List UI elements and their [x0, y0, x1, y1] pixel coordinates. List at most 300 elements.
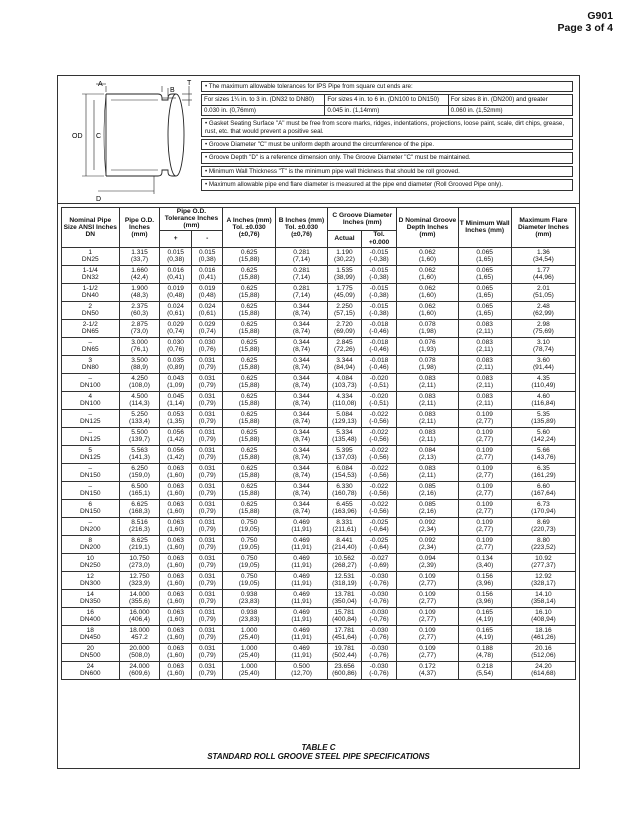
table-row	[62, 373, 576, 391]
cell-c-tol: -0.020 (-0,51)	[361, 373, 397, 391]
table-caption-title: STANDARD ROLL GROOVE STEEL PIPE SPECIFICATIONS	[207, 752, 430, 761]
cell-tol-plus: 0.045 (1,14)	[160, 391, 192, 409]
spec-table	[61, 207, 576, 680]
notes-panel	[201, 81, 573, 193]
tolerance-grid	[201, 94, 573, 116]
cell-c-actual: 15.781 (400,84)	[328, 607, 361, 625]
cell-c-tol: -0.022 (-0,56)	[361, 427, 397, 445]
cell-tol-minus: 0.024 (0,61)	[191, 301, 223, 319]
cell-tol-minus: 0.031 (0,79)	[191, 607, 223, 625]
cell-b: 0.344 (8,74)	[275, 373, 327, 391]
cell-c-actual: 6.330 (160,78)	[328, 481, 361, 499]
cell-nominal: 2-1/2 DN65	[62, 319, 120, 337]
cell-flare: 18.16 (461,26)	[511, 625, 575, 643]
cell-tol-minus: 0.031 (0,79)	[191, 589, 223, 607]
cell-b: 0.344 (8,74)	[275, 337, 327, 355]
cell-flare: 8.69 (220,73)	[511, 517, 575, 535]
cell-flare: 6.73 (170,94)	[511, 499, 575, 517]
cell-c-actual: 3.344 (84,94)	[328, 355, 361, 373]
header-t: T Minimum Wall Inches (mm)	[458, 208, 511, 248]
cell-tol-plus: 0.063 (1,60)	[160, 589, 192, 607]
cell-tol-minus: 0.016 (0,41)	[191, 265, 223, 283]
cell-t: 0.165 (4,19)	[458, 607, 511, 625]
cell-c-tol: -0.025 (-0,64)	[361, 517, 397, 535]
cell-tol-plus: 0.063 (1,60)	[160, 535, 192, 553]
cell-tol-plus: 0.053 (1,35)	[160, 409, 192, 427]
cell-od: 6.625 (168,3)	[119, 499, 160, 517]
cell-flare: 1.36 (34,54)	[511, 247, 575, 265]
cell-flare: 2.48 (62,99)	[511, 301, 575, 319]
cell-c-tol: -0.022 (-0,56)	[361, 445, 397, 463]
table-row	[62, 427, 576, 445]
cell-b: 0.281 (7,14)	[275, 265, 327, 283]
cell-c-tol: -0.027 (-0,69)	[361, 553, 397, 571]
cell-c-actual: 5.395 (137,03)	[328, 445, 361, 463]
header-max-flare: Maximum Flare Diameter Inches (mm)	[511, 208, 575, 248]
cell-d: 0.078 (1,98)	[397, 355, 458, 373]
cell-a: 0.750 (19,05)	[223, 571, 275, 589]
cell-b: 0.469 (11,91)	[275, 517, 327, 535]
cell-flare: 20.16 (512,06)	[511, 643, 575, 661]
cell-tol-plus: 0.016 (0,41)	[160, 265, 192, 283]
cell-t: 0.065 (1,65)	[458, 301, 511, 319]
cell-nominal: – DN100	[62, 373, 120, 391]
cell-d: 0.083 (2,11)	[397, 391, 458, 409]
cell-b: 0.469 (11,91)	[275, 625, 327, 643]
cell-t: 0.109 (2,77)	[458, 445, 511, 463]
cell-tol-minus: 0.031 (0,79)	[191, 391, 223, 409]
cell-od: 1.315 (33,7)	[119, 247, 160, 265]
table-row	[62, 391, 576, 409]
cell-d: 0.092 (2,34)	[397, 535, 458, 553]
note-gasket-surface: • Gasket Seating Surface "A" must be free from score marks, ridges, indentations, projections, loose paint, scale, dirt chips, grease, rust, etc. that would prevent a positive seal.	[201, 118, 573, 137]
cell-od: 12.750 (323,9)	[119, 571, 160, 589]
table-caption-label: TABLE C	[301, 743, 336, 752]
cell-tol-plus: 0.063 (1,60)	[160, 661, 192, 679]
cell-c-tol: -0.022 (-0,56)	[361, 499, 397, 517]
cell-tol-plus: 0.035 (0,89)	[160, 355, 192, 373]
cell-nominal: 10 DN250	[62, 553, 120, 571]
cell-flare: 4.60 (116,84)	[511, 391, 575, 409]
cell-d: 0.109 (2,77)	[397, 643, 458, 661]
table-row	[62, 571, 576, 589]
tolerance-heading-large: For sizes 8 in. (DN200) and greater	[449, 95, 572, 105]
table-row	[62, 337, 576, 355]
cell-tol-minus: 0.031 (0,79)	[191, 409, 223, 427]
cell-flare: 5.35 (135,89)	[511, 409, 575, 427]
header-c-tol: Tol. +0.000	[361, 230, 397, 247]
cell-tol-minus: 0.031 (0,79)	[191, 445, 223, 463]
cell-a: 1.000 (25,40)	[223, 625, 275, 643]
cell-t: 0.156 (3,96)	[458, 589, 511, 607]
cell-d: 0.083 (2,11)	[397, 463, 458, 481]
cell-t: 0.109 (2,77)	[458, 463, 511, 481]
cell-c-actual: 1.535 (38,99)	[328, 265, 361, 283]
cell-c-actual: 17.781 (451,64)	[328, 625, 361, 643]
cell-c-actual: 10.562 (268,27)	[328, 553, 361, 571]
cell-d: 0.109 (2,77)	[397, 607, 458, 625]
cell-d: 0.062 (1,60)	[397, 247, 458, 265]
spec-table-body	[62, 247, 576, 679]
cell-b: 0.344 (8,74)	[275, 409, 327, 427]
cell-c-tol: -0.022 (-0,56)	[361, 409, 397, 427]
cell-b: 0.469 (11,91)	[275, 571, 327, 589]
cell-flare: 16.10 (408,94)	[511, 607, 575, 625]
cell-tol-minus: 0.031 (0,79)	[191, 463, 223, 481]
cell-a: 0.625 (15,88)	[223, 499, 275, 517]
cell-t: 0.218 (5,54)	[458, 661, 511, 679]
cell-tol-minus: 0.031 (0,79)	[191, 571, 223, 589]
table-row	[62, 301, 576, 319]
cell-tol-minus: 0.031 (0,79)	[191, 427, 223, 445]
tolerance-heading-small: For sizes 1¼ in. to 3 in. (DN32 to DN80)	[202, 95, 325, 105]
cell-flare: 6.35 (161,29)	[511, 463, 575, 481]
cell-od: 3.500 (88,9)	[119, 355, 160, 373]
cell-c-tol: -0.030 (-0,76)	[361, 661, 397, 679]
cell-flare: 24.20 (614,68)	[511, 661, 575, 679]
cell-tol-plus: 0.056 (1,42)	[160, 427, 192, 445]
cell-flare: 3.60 (91,44)	[511, 355, 575, 373]
spec-frame	[57, 75, 580, 769]
cell-c-tol: -0.015 (-0,38)	[361, 265, 397, 283]
cell-od: 6.500 (165,1)	[119, 481, 160, 499]
table-row	[62, 661, 576, 679]
pipe-groove-diagram	[58, 76, 198, 203]
cell-od: 5.500 (139,7)	[119, 427, 160, 445]
cell-a: 1.000 (25,40)	[223, 661, 275, 679]
cell-d: 0.083 (2,11)	[397, 409, 458, 427]
cell-d: 0.109 (2,77)	[397, 625, 458, 643]
cell-tol-minus: 0.031 (0,79)	[191, 535, 223, 553]
cell-c-actual: 19.781 (502,44)	[328, 643, 361, 661]
cell-c-actual: 4.334 (110,08)	[328, 391, 361, 409]
header-pipe-od: Pipe O.D. Inches (mm)	[119, 208, 160, 248]
cell-d: 0.083 (2,11)	[397, 427, 458, 445]
cell-tol-minus: 0.031 (0,79)	[191, 481, 223, 499]
tolerance-heading-medium: For sizes 4 in. to 6 in. (DN100 to DN150)	[325, 95, 448, 105]
cell-flare: 5.60 (142,24)	[511, 427, 575, 445]
cell-b: 0.344 (8,74)	[275, 463, 327, 481]
cell-t: 0.134 (3,40)	[458, 553, 511, 571]
cell-tol-plus: 0.063 (1,60)	[160, 571, 192, 589]
dim-t-label: T	[187, 80, 192, 87]
cell-c-tol: -0.018 (-0,46)	[361, 337, 397, 355]
cell-d: 0.085 (2,16)	[397, 499, 458, 517]
cell-t: 0.065 (1,65)	[458, 247, 511, 265]
cell-b: 0.344 (8,74)	[275, 427, 327, 445]
table-row	[62, 283, 576, 301]
cell-c-actual: 1.190 (30,22)	[328, 247, 361, 265]
cell-nominal: 1 DN25	[62, 247, 120, 265]
diagram-notes-section	[58, 76, 579, 204]
cell-od: 4.250 (108,0)	[119, 373, 160, 391]
cell-a: 0.625 (15,88)	[223, 355, 275, 373]
cell-c-actual: 1.775 (45,09)	[328, 283, 361, 301]
cell-d: 0.094 (2,39)	[397, 553, 458, 571]
cell-nominal: – DN125	[62, 409, 120, 427]
cell-b: 0.344 (8,74)	[275, 391, 327, 409]
cell-flare: 5.66 (143,76)	[511, 445, 575, 463]
cell-flare: 12.92 (328,17)	[511, 571, 575, 589]
cell-b: 0.469 (11,91)	[275, 607, 327, 625]
header-d: D Nominal Groove Depth Inches (mm)	[397, 208, 458, 248]
cell-t: 0.083 (2,11)	[458, 355, 511, 373]
cell-flare: 2.98 (75,69)	[511, 319, 575, 337]
cell-a: 0.625 (15,88)	[223, 481, 275, 499]
note-min-wall: • Minimum Wall Thickness "T" is the minimum pipe wall thickness that should be roll grooved.	[201, 166, 573, 177]
cell-a: 0.625 (15,88)	[223, 409, 275, 427]
cell-d: 0.109 (2,77)	[397, 589, 458, 607]
cell-nominal: 1-1/2 DN40	[62, 283, 120, 301]
cell-nominal: – DN200	[62, 517, 120, 535]
cell-tol-plus: 0.043 (1,09)	[160, 373, 192, 391]
cell-tol-plus: 0.015 (0,38)	[160, 247, 192, 265]
cell-c-tol: -0.018 (-0,46)	[361, 355, 397, 373]
table-row	[62, 247, 576, 265]
cell-tol-minus: 0.031 (0,79)	[191, 373, 223, 391]
dim-b-label: B	[170, 87, 175, 94]
cell-d: 0.109 (2,77)	[397, 571, 458, 589]
cell-od: 18.000 457.2	[119, 625, 160, 643]
cell-c-tol: -0.030 (-0,76)	[361, 625, 397, 643]
cell-tol-plus: 0.063 (1,60)	[160, 625, 192, 643]
cell-a: 0.625 (15,88)	[223, 283, 275, 301]
cell-t: 0.156 (3,96)	[458, 571, 511, 589]
table-row	[62, 553, 576, 571]
cell-b: 0.344 (8,74)	[275, 355, 327, 373]
cell-tol-minus: 0.031 (0,79)	[191, 499, 223, 517]
cell-od: 4.500 (114,3)	[119, 391, 160, 409]
cell-a: 1.000 (25,40)	[223, 643, 275, 661]
note-groove-depth: • Groove Depth "D" is a reference dimension only. The Groove Diameter "C" must be maintained.	[201, 152, 573, 163]
header-c: C Groove Diameter Inches (mm)	[328, 208, 397, 231]
cell-flare: 14.10 (358,14)	[511, 589, 575, 607]
note-groove-diameter: • Groove Diameter "C" must be uniform depth around the circumference of the pipe.	[201, 139, 573, 150]
tolerance-value-large: 0.060 in. (1,52mm)	[450, 106, 503, 114]
cell-od: 2.875 (73,0)	[119, 319, 160, 337]
note-tolerances: • The maximum allowable tolerances for IPS Pipe from square cut ends are:	[201, 81, 573, 92]
cell-a: 0.625 (15,88)	[223, 301, 275, 319]
cell-tol-minus: 0.031 (0,79)	[191, 553, 223, 571]
table-row	[62, 607, 576, 625]
cell-tol-plus: 0.030 (0,76)	[160, 337, 192, 355]
cell-c-actual: 2.250 (57,15)	[328, 301, 361, 319]
cell-t: 0.109 (2,77)	[458, 481, 511, 499]
cell-a: 0.625 (15,88)	[223, 391, 275, 409]
cell-b: 0.281 (7,14)	[275, 247, 327, 265]
cell-t: 0.083 (2,11)	[458, 391, 511, 409]
cell-t: 0.083 (2,11)	[458, 319, 511, 337]
cell-c-actual: 8.441 (214,40)	[328, 535, 361, 553]
cell-a: 0.625 (15,88)	[223, 247, 275, 265]
cell-nominal: 18 DN450	[62, 625, 120, 643]
cell-d: 0.062 (1,60)	[397, 301, 458, 319]
cell-b: 0.344 (8,74)	[275, 301, 327, 319]
cell-t: 0.083 (2,11)	[458, 337, 511, 355]
cell-od: 10.750 (273,0)	[119, 553, 160, 571]
cell-b: 0.469 (11,91)	[275, 589, 327, 607]
cell-b: 0.469 (11,91)	[275, 643, 327, 661]
cell-nominal: – DN65	[62, 337, 120, 355]
cell-d: 0.076 (1,93)	[397, 337, 458, 355]
cell-c-actual: 6.455 (163,96)	[328, 499, 361, 517]
header-od-tolerance: Pipe O.D. Tolerance Inches (mm)	[160, 208, 223, 231]
cell-tol-plus: 0.019 (0,48)	[160, 283, 192, 301]
cell-flare: 3.10 (78,74)	[511, 337, 575, 355]
cell-od: 24.000 (609,6)	[119, 661, 160, 679]
cell-tol-minus: 0.029 (0,74)	[191, 319, 223, 337]
cell-od: 1.660 (42,4)	[119, 265, 160, 283]
header-b: B Inches (mm) Tol. ±0.030 (±0,76)	[275, 208, 327, 248]
cell-tol-minus: 0.031 (0,79)	[191, 355, 223, 373]
cell-od: 1.900 (48,3)	[119, 283, 160, 301]
cell-b: 0.469 (11,91)	[275, 535, 327, 553]
cell-d: 0.085 (2,16)	[397, 481, 458, 499]
cell-nominal: 3 DN80	[62, 355, 120, 373]
table-row	[62, 643, 576, 661]
cell-tol-plus: 0.063 (1,60)	[160, 517, 192, 535]
table-row	[62, 535, 576, 553]
cell-c-tol: -0.015 (-0,38)	[361, 247, 397, 265]
cell-d: 0.078 (1,98)	[397, 319, 458, 337]
cell-b: 0.344 (8,74)	[275, 445, 327, 463]
cell-c-actual: 2.845 (72,26)	[328, 337, 361, 355]
cell-a: 0.625 (15,88)	[223, 427, 275, 445]
table-caption	[58, 743, 579, 761]
cell-od: 14.000 (355,6)	[119, 589, 160, 607]
cell-tol-plus: 0.063 (1,60)	[160, 553, 192, 571]
cell-flare: 10.92 (277,37)	[511, 553, 575, 571]
table-row	[62, 625, 576, 643]
cell-flare: 6.60 (167,64)	[511, 481, 575, 499]
cell-nominal: 5 DN125	[62, 445, 120, 463]
cell-a: 0.625 (15,88)	[223, 373, 275, 391]
cell-od: 5.563 (141,3)	[119, 445, 160, 463]
cell-c-actual: 4.084 (103,73)	[328, 373, 361, 391]
cell-od: 2.375 (60,3)	[119, 301, 160, 319]
table-row	[62, 463, 576, 481]
table-row	[62, 589, 576, 607]
cell-c-actual: 2.720 (69,09)	[328, 319, 361, 337]
dim-d-label: D	[96, 196, 102, 203]
cell-d: 0.083 (2,11)	[397, 373, 458, 391]
table-row	[62, 517, 576, 535]
cell-b: 0.344 (8,74)	[275, 319, 327, 337]
cell-a: 0.750 (19,05)	[223, 535, 275, 553]
cell-d: 0.084 (2,13)	[397, 445, 458, 463]
cell-nominal: 16 DN400	[62, 607, 120, 625]
cell-tol-plus: 0.024 (0,61)	[160, 301, 192, 319]
cell-c-tol: -0.030 (-0,76)	[361, 571, 397, 589]
dim-od-label: OD	[72, 133, 83, 140]
cell-nominal: 14 DN350	[62, 589, 120, 607]
header-tol-minus: -	[191, 230, 223, 247]
table-row	[62, 319, 576, 337]
table-row	[62, 481, 576, 499]
cell-a: 0.750 (19,05)	[223, 553, 275, 571]
cell-nominal: – DN150	[62, 463, 120, 481]
cell-nominal: 8 DN200	[62, 535, 120, 553]
cell-c-tol: -0.015 (-0,38)	[361, 301, 397, 319]
cell-c-actual: 5.084 (129,13)	[328, 409, 361, 427]
cell-tol-plus: 0.029 (0,74)	[160, 319, 192, 337]
cell-tol-plus: 0.063 (1,60)	[160, 463, 192, 481]
cell-nominal: 1-1/4 DN32	[62, 265, 120, 283]
cell-tol-minus: 0.030 (0,76)	[191, 337, 223, 355]
cell-d: 0.062 (1,60)	[397, 265, 458, 283]
cell-tol-minus: 0.031 (0,79)	[191, 661, 223, 679]
cell-c-tol: -0.025 (-0,64)	[361, 535, 397, 553]
cell-b: 0.281 (7,14)	[275, 283, 327, 301]
cell-od: 20.000 (508,0)	[119, 643, 160, 661]
cell-t: 0.109 (2,77)	[458, 535, 511, 553]
cell-c-tol: -0.030 (-0,76)	[361, 607, 397, 625]
cell-od: 8.625 (219,1)	[119, 535, 160, 553]
cell-nominal: 12 DN300	[62, 571, 120, 589]
cell-c-tol: -0.018 (-0,46)	[361, 319, 397, 337]
cell-od: 6.250 (159,0)	[119, 463, 160, 481]
cell-t: 0.065 (1,65)	[458, 283, 511, 301]
cell-t: 0.083 (2,11)	[458, 373, 511, 391]
cell-c-tol: -0.020 (-0,51)	[361, 391, 397, 409]
cell-c-tol: -0.030 (-0,76)	[361, 643, 397, 661]
cell-a: 0.625 (15,88)	[223, 265, 275, 283]
cell-od: 16.000 (406,4)	[119, 607, 160, 625]
cell-t: 0.109 (2,77)	[458, 427, 511, 445]
cell-b: 0.500 (12,70)	[275, 661, 327, 679]
cell-od: 5.250 (133,4)	[119, 409, 160, 427]
cell-flare: 8.80 (223,52)	[511, 535, 575, 553]
cell-c-actual: 13.781 (350,04)	[328, 589, 361, 607]
cell-b: 0.469 (11,91)	[275, 553, 327, 571]
header-tol-plus: +	[160, 230, 192, 247]
doc-code: G901	[587, 10, 613, 22]
cell-tol-minus: 0.015 (0,38)	[191, 247, 223, 265]
cell-nominal: 6 DN150	[62, 499, 120, 517]
cell-nominal: 24 DN600	[62, 661, 120, 679]
header-nominal-size: Nominal Pipe Size ANSI Inches DN	[62, 208, 120, 248]
cell-od: 8.516 (216,3)	[119, 517, 160, 535]
cell-a: 0.938 (23,83)	[223, 607, 275, 625]
cell-a: 0.625 (15,88)	[223, 463, 275, 481]
cell-d: 0.172 (4,37)	[397, 661, 458, 679]
table-row	[62, 265, 576, 283]
cell-c-actual: 6.084 (154,53)	[328, 463, 361, 481]
cell-c-actual: 12.531 (318,19)	[328, 571, 361, 589]
cell-b: 0.344 (8,74)	[275, 499, 327, 517]
header-c-actual: Actual	[328, 230, 361, 247]
header-a: A Inches (mm) Tol. ±0.030 (±0,76)	[223, 208, 275, 248]
table-row	[62, 445, 576, 463]
cell-d: 0.092 (2,34)	[397, 517, 458, 535]
cell-t: 0.188 (4,78)	[458, 643, 511, 661]
cell-t: 0.165 (4,19)	[458, 625, 511, 643]
cell-b: 0.344 (8,74)	[275, 481, 327, 499]
cell-flare: 1.77 (44,96)	[511, 265, 575, 283]
cell-t: 0.109 (2,77)	[458, 409, 511, 427]
cell-nominal: – DN125	[62, 427, 120, 445]
cell-tol-minus: 0.031 (0,79)	[191, 643, 223, 661]
cell-tol-plus: 0.063 (1,60)	[160, 499, 192, 517]
cell-d: 0.062 (1,60)	[397, 283, 458, 301]
cell-t: 0.109 (2,77)	[458, 517, 511, 535]
cell-c-actual: 5.334 (135,48)	[328, 427, 361, 445]
note-flare-diameter: • Maximum allowable pipe end flare diameter is measured at the pipe end diameter (Roll Grooved Pipe only).	[201, 179, 573, 190]
dim-a-label: A	[98, 81, 103, 88]
page-number: Page 3 of 4	[557, 22, 613, 34]
cell-flare: 4.35 (110,49)	[511, 373, 575, 391]
page-header	[558, 10, 613, 34]
